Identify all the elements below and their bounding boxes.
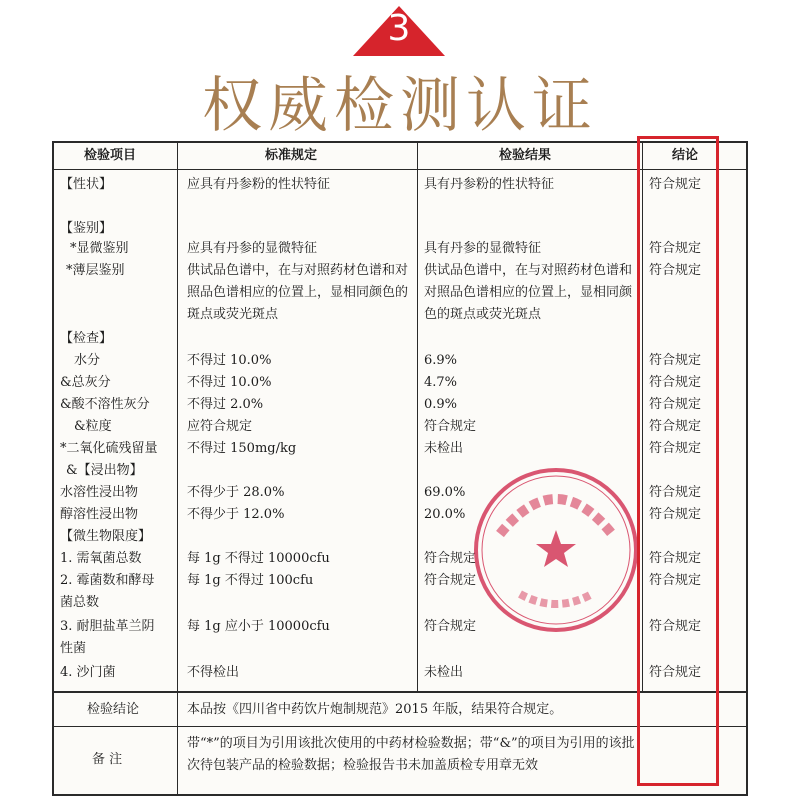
table-row-standard: 不得过 2.0%	[187, 397, 264, 412]
table-row-result: 0.9%	[424, 397, 458, 412]
table-row-result: 供试品色谱中，在与对照药材色谱和对照品色谱相应的位置上，显相同颜色的斑点或荧光斑点	[424, 263, 633, 322]
table-row-result: 4.7%	[424, 375, 458, 390]
conclusion-highlight-box	[637, 136, 719, 786]
table-row-item: &酸不溶性灰分	[60, 397, 150, 412]
table-row-result: 符合规定	[424, 419, 477, 434]
table-row-result: 符合规定	[424, 573, 477, 588]
header-result: 检验结果	[499, 148, 552, 163]
table-row-item: *薄层鉴别	[66, 263, 125, 278]
table-row-standard: 每 1g 不得过 10000cfu	[187, 551, 330, 566]
header-standard: 标准规定	[265, 148, 318, 163]
table-row-conclusion: 符合规定	[649, 241, 702, 256]
table-row-conclusion: 符合规定	[649, 551, 702, 566]
table-row-conclusion: 符合规定	[649, 485, 702, 500]
table-row-item: *二氧化硫残留量	[60, 441, 158, 456]
table-row-result: 69.0%	[424, 485, 466, 500]
header-conclusion: 结论	[672, 148, 699, 163]
table-row-result: 符合规定	[424, 619, 477, 634]
table-row-item: 水溶性浸出物	[60, 485, 139, 500]
table-row-conclusion: 符合规定	[649, 665, 702, 680]
table-row-conclusion: 符合规定	[649, 619, 702, 634]
header-item: 检验项目	[84, 148, 137, 163]
table-row-standard: 不得少于 12.0%	[187, 507, 285, 522]
table-row-standard: 每 1g 应小于 10000cfu	[187, 619, 330, 634]
summary-text: 本品按《四川省中药饮片炮制规范》2015 年版，结果符合规定。	[187, 702, 563, 717]
table-row-conclusion: 符合规定	[649, 507, 702, 522]
table-row-standard: 不得过 10.0%	[187, 353, 272, 368]
table-row-item: 3. 耐胆盐革兰阴	[60, 619, 155, 634]
table-row-item: &总灰分	[60, 375, 111, 390]
section-heading: 【检查】	[60, 331, 113, 346]
table-row-conclusion: 符合规定	[649, 441, 702, 456]
table-row-result: 20.0%	[424, 507, 466, 522]
table-row-result: 具有丹参粉的性状特征	[424, 177, 555, 192]
table-row-standard: 应具有丹参的显微特征	[187, 241, 318, 256]
table-row-item: *显微鉴别	[70, 241, 129, 256]
table-row-result: 未检出	[424, 441, 464, 456]
section-heading: 【鉴别】	[60, 221, 113, 236]
table-row-standard: 不得过 150mg/kg	[187, 441, 297, 456]
remarks-line-1: 带“*”的项目为引用该批次使用的中药材检验数据；带“&”的项目为引用的该批	[187, 736, 635, 751]
table-row-standard: 供试品色谱中，在与对照药材色谱和对照品色谱相应的位置上，显相同颜色的斑点或荧光斑点	[187, 263, 409, 322]
remarks-label: 备 注	[92, 752, 123, 767]
table-row-conclusion: 符合规定	[649, 353, 702, 368]
step-badge	[353, 6, 445, 56]
table-row-item: 4. 沙门菌	[60, 665, 116, 680]
table-row-result: 符合规定	[424, 551, 477, 566]
table-row-item: &粒度	[74, 419, 112, 434]
company-seal-stamp	[470, 464, 642, 636]
table-row-conclusion: 符合规定	[649, 263, 702, 278]
table-row-result: 具有丹参的显微特征	[424, 241, 542, 256]
table-row-standard: 每 1g 不得过 100cfu	[187, 573, 314, 588]
table-row-item-cont: 性菌	[60, 641, 87, 656]
table-row-item: 【性状】	[60, 177, 113, 192]
table-row-item-cont: 菌总数	[60, 595, 100, 610]
table-row-conclusion: 符合规定	[649, 375, 702, 390]
table-row-standard: 应具有丹参粉的性状特征	[187, 177, 331, 192]
section-heading: 【微生物限度】	[60, 529, 152, 544]
banner-title: 权威检测认证	[202, 71, 598, 141]
table-row-result: 6.9%	[424, 353, 458, 368]
table-row-conclusion: 符合规定	[649, 397, 702, 412]
table-row-item: 1. 需氧菌总数	[60, 551, 142, 566]
section-heading: &【浸出物】	[66, 463, 143, 478]
table-row-result: 未检出	[424, 665, 464, 680]
table-row-conclusion: 符合规定	[649, 177, 702, 192]
table-row-standard: 不得检出	[187, 665, 240, 680]
table-row-standard: 应符合规定	[187, 419, 253, 434]
table-row-conclusion: 符合规定	[649, 419, 702, 434]
table-row-standard: 不得少于 28.0%	[187, 485, 285, 500]
table-row-item: 2. 霉菌数和酵母	[60, 573, 155, 588]
table-row-item: 醇溶性浸出物	[60, 507, 139, 522]
remarks-line-2: 次待包装产品的检验数据；检验报告书未加盖质检专用章无效	[187, 758, 539, 773]
badge-number: 3	[387, 8, 411, 49]
table-row-conclusion: 符合规定	[649, 573, 702, 588]
summary-label: 检验结论	[87, 702, 140, 717]
table-row-standard: 不得过 10.0%	[187, 375, 272, 390]
table-row-item: 水分	[74, 353, 101, 368]
